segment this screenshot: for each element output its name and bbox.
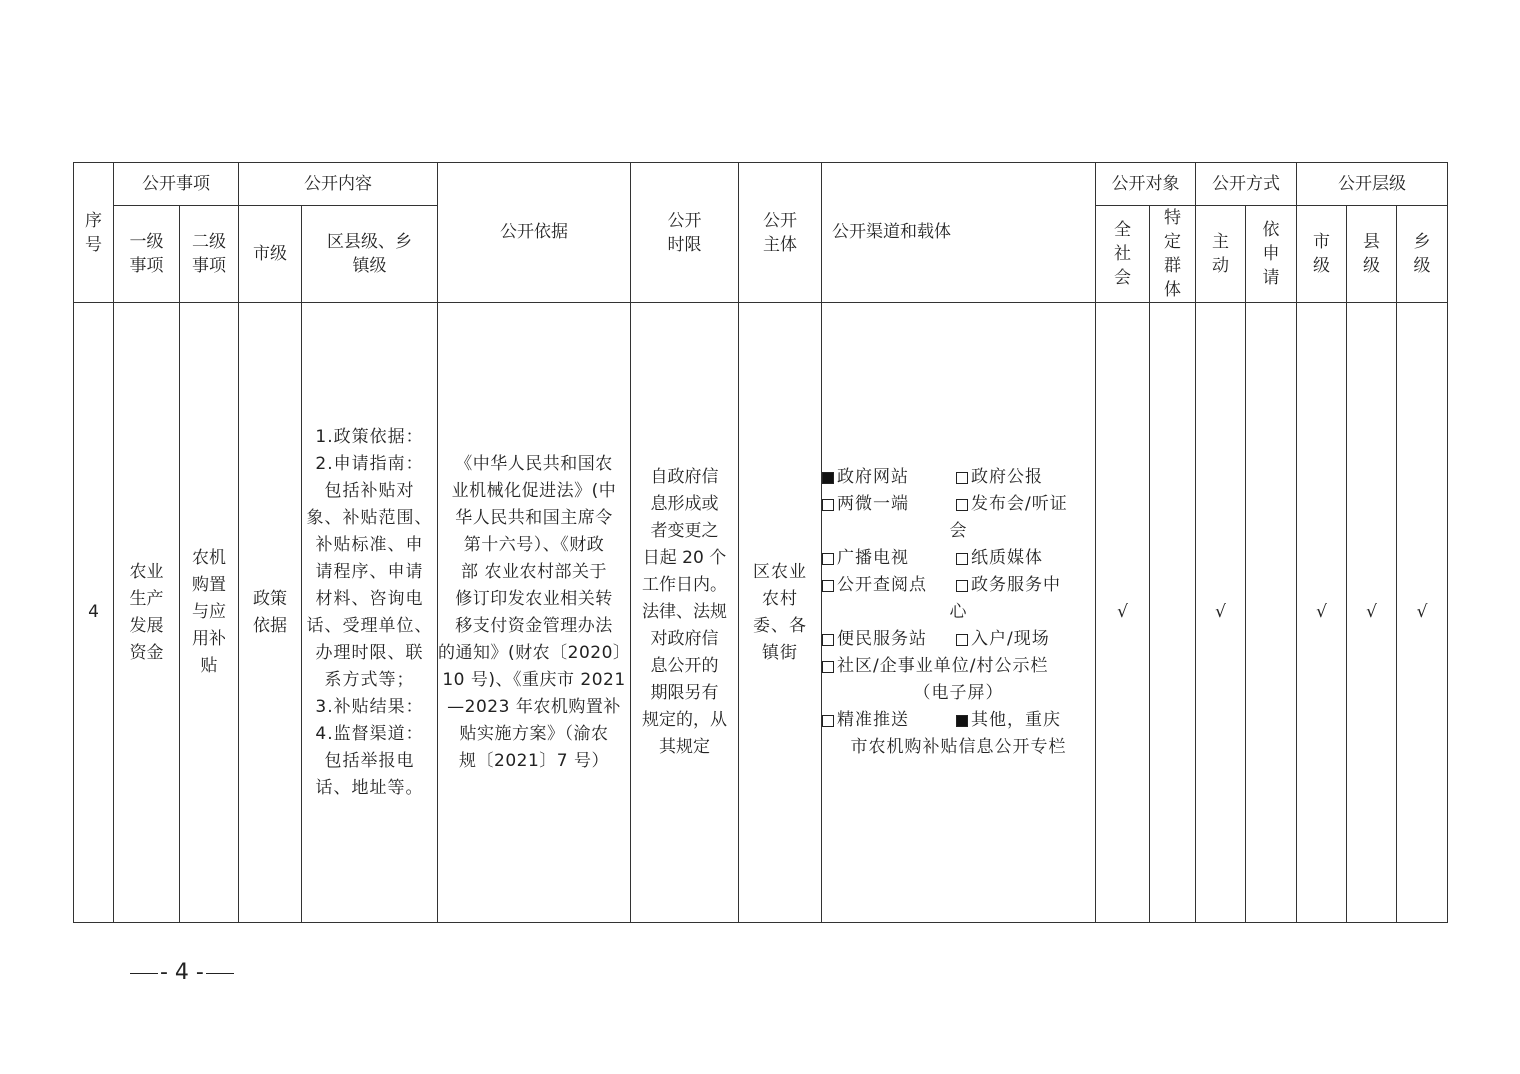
header-matter: 公开事项 [114, 163, 239, 206]
header-tier-county: 县级 [1347, 206, 1397, 303]
mark-tier-county: √ [1347, 303, 1397, 923]
row-district-content [302, 303, 438, 923]
channel-service-center-cont: 心 [949, 602, 968, 622]
header-basis: 公开依据 [438, 163, 631, 303]
header-on-request: 依申请 [1246, 206, 1297, 303]
checkbox-service-center [956, 580, 968, 592]
time-limit-line: 规定的，从 [642, 710, 727, 730]
basis-line: —2023 年农机购置补 [447, 696, 621, 717]
channel-service-station: 便民服务站 [822, 626, 956, 653]
channel-precise-push: 精准推送 [822, 707, 956, 734]
checkbox-bulletin [822, 661, 834, 673]
time-limit-line: 日起 20 个 [642, 548, 727, 568]
mark-active: √ [1196, 303, 1246, 923]
subject-line: 镇街 [762, 642, 798, 663]
district-content-line: 2.申请指南： [315, 453, 424, 474]
district-content-line: 象、补贴范围、 [306, 507, 433, 528]
checkbox-service-station [822, 634, 834, 646]
row-subject [739, 303, 822, 923]
page-number-text: - 4 - [160, 960, 204, 985]
row-time-limit [631, 303, 739, 923]
channel-broadcast-tv: 广播电视 [822, 545, 956, 572]
time-limit-line: 息形成或 [650, 494, 719, 514]
channel-bulletin-cont: （电子屏） [913, 683, 1004, 703]
mark-on-request [1246, 303, 1297, 923]
basis-line: 《中华人民共和国农 [455, 453, 613, 474]
district-content-line: 1.政策依据： [315, 426, 424, 447]
channel-bulletin: 社区/企事业单位/村公示栏 [822, 653, 1048, 680]
district-content-line: 3.补贴结果： [315, 696, 424, 717]
mark-tier-town: √ [1397, 303, 1448, 923]
time-limit-line: 者变更之 [650, 521, 719, 541]
checkbox-paper-media [956, 553, 968, 565]
basis-line: 移支付资金管理办法 [455, 615, 613, 636]
time-limit-line: 法律、法规 [642, 602, 727, 622]
mark-specific-group [1150, 303, 1196, 923]
time-limit-line: 息公开的 [650, 656, 719, 676]
basis-line: 部 农业农村部关于 [461, 561, 607, 582]
channel-paper-media: 纸质媒体 [956, 545, 1043, 572]
header-tier-town: 乡级 [1397, 206, 1448, 303]
subject-line: 委、各 [753, 615, 807, 636]
time-limit-line: 期限另有 [650, 683, 719, 703]
basis-line: 规〔2021〕7 号） [459, 750, 609, 771]
district-content-line: 包括举报电 [324, 750, 415, 771]
header-district-level: 区县级、乡镇级 [302, 206, 438, 303]
basis-line: 华人民共和国主席令 [455, 507, 613, 528]
time-limit-line: 工作日内。 [642, 575, 727, 595]
channel-reading-point: 公开查阅点 [822, 572, 956, 599]
basis-line: 10 号)、《重庆市 2021 [442, 669, 626, 690]
basis-line: 贴实施方案》（渝农 [459, 723, 609, 744]
time-limit-line: 自政府信 [650, 467, 719, 487]
header-level2: 二级事项 [180, 206, 239, 303]
channel-other-cont: 市农机购补贴信息公开专栏 [850, 737, 1067, 757]
channel-press-hearing: 发布会/听证 [956, 491, 1068, 518]
checkbox-door-onsite [956, 634, 968, 646]
header-city-level: 市级 [239, 206, 302, 303]
row-basis [438, 303, 631, 923]
header-content: 公开内容 [239, 163, 438, 206]
header-seq: 序号 [74, 163, 114, 303]
time-limit-line: 其规定 [659, 737, 710, 757]
row-seq: 4 [74, 303, 114, 923]
header-specific-group: 特定群体 [1150, 206, 1196, 303]
time-limit-lines [631, 464, 738, 761]
row-level1: 农业生产发展资金 [114, 303, 180, 923]
basis-line: 第十六号）、《财政 [463, 534, 605, 555]
channel-gov-website: 政府网站 [822, 464, 956, 491]
header-channels: 公开渠道和载体 [822, 163, 1096, 303]
checkbox-other [956, 715, 968, 727]
mark-all-society: √ [1096, 303, 1150, 923]
row-city-level: 政策依据 [239, 303, 302, 923]
header-subject: 公开主体 [739, 163, 822, 303]
channel-gov-gazette: 政府公报 [956, 464, 1043, 491]
checkbox-precise-push [822, 715, 834, 727]
subject-line: 区农业 [753, 561, 807, 582]
basis-lines [438, 451, 630, 775]
district-content-line: 材料、咨询电 [315, 588, 424, 609]
district-content-line: 系方式等； [324, 669, 415, 690]
header-level1: 一级事项 [114, 206, 180, 303]
header-active: 主动 [1196, 206, 1246, 303]
basis-line: 的通知》(财农〔2020〕 [438, 642, 631, 663]
checkbox-gov-gazette [956, 472, 968, 484]
time-limit-line: 对政府信 [650, 629, 719, 649]
channel-other: 其他，重庆 [956, 707, 1061, 734]
district-content-lines [302, 424, 437, 802]
checkbox-press-hearing [956, 499, 968, 511]
district-content-line: 话、地址等。 [315, 777, 424, 798]
district-content-line: 补贴标准、申 [315, 534, 424, 555]
district-content-line: 话、受理单位、 [306, 615, 433, 636]
page-number-right-dash [206, 973, 234, 974]
subject-line: 农村 [762, 588, 798, 609]
checkbox-two-micro [822, 499, 834, 511]
header-tier-city: 市级 [1297, 206, 1347, 303]
header-time-limit: 公开时限 [631, 163, 739, 303]
district-content-line: 包括补贴对 [324, 480, 415, 501]
header-audience: 公开对象 [1096, 163, 1196, 206]
header-tier: 公开层级 [1297, 163, 1448, 206]
channel-service-center: 政务服务中 [956, 572, 1061, 599]
district-content-line: 办理时限、联 [315, 642, 424, 663]
page-number [128, 958, 236, 988]
disclosure-table [73, 162, 1448, 923]
header-method: 公开方式 [1196, 163, 1297, 206]
row-level2: 农机购置与应用补贴 [180, 303, 239, 923]
basis-line: 业机械化促进法》(中 [451, 480, 617, 501]
row-channels [822, 303, 1096, 923]
checkbox-broadcast-tv [822, 553, 834, 565]
checkbox-reading-point [822, 580, 834, 592]
channel-door-onsite: 入户/现场 [956, 626, 1050, 653]
district-content-line: 请程序、申请 [315, 561, 424, 582]
mark-tier-city: √ [1297, 303, 1347, 923]
channel-two-micro: 两微一端 [822, 491, 956, 518]
channel-press-hearing-cont: 会 [949, 521, 968, 541]
page-number-left-dash [130, 973, 158, 974]
header-all-society: 全社会 [1096, 206, 1150, 303]
checkbox-gov-website [822, 472, 834, 484]
district-content-line: 4.监督渠道： [315, 723, 424, 744]
basis-line: 修订印发农业相关转 [455, 588, 613, 609]
subject-lines [739, 559, 821, 667]
